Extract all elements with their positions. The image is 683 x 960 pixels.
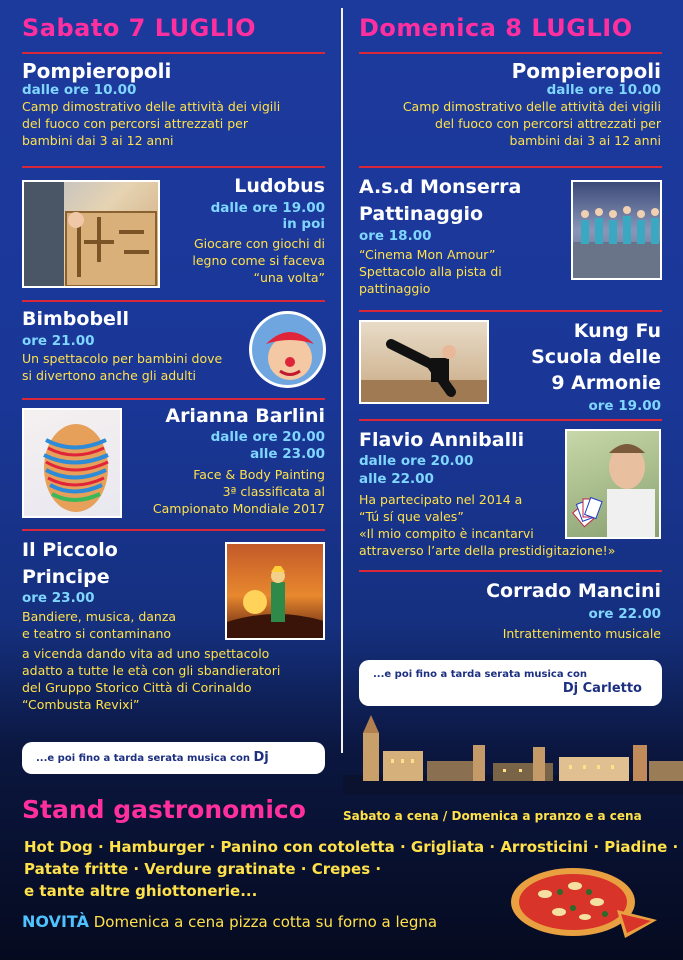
separator	[359, 310, 662, 312]
pompieropoli-description: Camp dimostrativo delle attività dei vigili del fuoco con percorsi attrezzati per bambini dai 3 ai 12 anni	[22, 99, 281, 148]
kung-fu-photo	[359, 320, 489, 404]
saturday-final-text: ...e poi fino a tarda serata musica con	[36, 753, 250, 764]
separator	[22, 166, 325, 168]
sunday-final-text: ...e poi fino a tarda serata musica con	[373, 669, 587, 680]
piccolo-principe-time: ore 23.00	[22, 590, 95, 606]
monserra-title-line2: Pattinaggio	[359, 203, 484, 225]
saturday-final-music-box	[22, 742, 325, 774]
flavio-description: Ha partecipato nel 2014 a “Tú sí que vales” «Il mio compito è incantarvi attraverso l’arte della prestidigitazione!»	[359, 492, 616, 558]
column-divider	[341, 8, 343, 753]
magician-cards-photo	[565, 429, 661, 539]
food-list-line1: Hot Dog · Hamburger · Panino con cotoletta · Grigliata · Arrosticini · Piadine ·	[24, 838, 679, 856]
pizza-illustration	[505, 862, 660, 942]
ludobus-time: dalle ore 19.00	[210, 200, 325, 216]
saturday-heading: Sabato 7 LUGLIO	[22, 14, 256, 42]
separator	[359, 52, 662, 54]
monserra-title-line1: A.s.d Monserra	[359, 176, 522, 198]
kung-fu-title-line1: Kung Fu	[573, 320, 661, 342]
bimbobell-description: Un spettacolo per bambini dove si divertono anche gli adulti	[22, 351, 223, 383]
separator	[22, 52, 325, 54]
pompieropoli-title: Pompieropoli	[511, 59, 661, 83]
stand-gastronomico-title: Stand gastronomico	[22, 795, 306, 824]
food-list-line2: Patate fritte · Verdure gratinate · Crepes ·	[24, 860, 382, 878]
flavio-title: Flavio Anniballi	[359, 429, 525, 451]
corrado-title: Corrado Mancini	[486, 580, 661, 602]
bimbobell-title: Bimbobell	[22, 308, 129, 330]
pompieropoli-time: dalle ore 10.00	[546, 82, 661, 98]
sunday-heading: Domenica 8 LUGLIO	[359, 14, 633, 42]
flavio-time-end: alle 22.00	[359, 471, 434, 487]
pompieropoli-description: Camp dimostrativo delle attività dei vigili del fuoco con percorsi attrezzati per bambini dai 3 ai 12 anni	[402, 99, 661, 148]
arianna-time-end: alle 23.00	[250, 446, 325, 462]
novita-label: NOVITÀ	[22, 912, 89, 931]
food-list-line3: e tante altre ghiottonerie...	[24, 882, 258, 900]
sunday-dj: Dj Carletto	[562, 681, 642, 696]
flavio-time: dalle ore 20.00	[359, 453, 474, 469]
saturday-dj: Dj	[253, 750, 269, 765]
corrado-time: ore 22.00	[588, 606, 661, 622]
arianna-description: Face & Body Painting 3ª classificata al Campionato Mondiale 2017	[152, 467, 325, 516]
bimbobell-time: ore 21.00	[22, 333, 95, 349]
piccolo-principe-title-line2: Principe	[22, 566, 110, 588]
bimbobell-clown-photo	[249, 311, 326, 388]
novita-text: Domenica a cena pizza cotta su forno a legna	[93, 913, 438, 931]
kung-fu-time: ore 19.00	[588, 398, 661, 414]
stand-gastronomico-schedule: Sabato a cena / Domenica a pranzo e a cena	[343, 809, 642, 823]
piccolo-principe-description-short: Bandiere, musica, danza e teatro si contaminano	[22, 609, 177, 641]
arianna-title: Arianna Barlini	[165, 405, 325, 427]
monserra-time: ore 18.00	[359, 228, 432, 244]
ludobus-photo	[22, 180, 160, 288]
arianna-face-painting-photo	[22, 408, 122, 518]
pompieropoli-title: Pompieropoli	[22, 59, 172, 83]
separator	[22, 300, 325, 302]
kung-fu-title-line3: 9 Armonie	[551, 372, 661, 394]
corrado-description: Intrattenimento musicale	[502, 626, 661, 641]
night-town-skyline	[343, 705, 683, 795]
separator	[359, 419, 662, 421]
novita-line	[22, 912, 437, 931]
sunday-final-music-box	[359, 660, 662, 706]
separator	[359, 570, 662, 572]
ludobus-title: Ludobus	[234, 175, 325, 197]
separator	[22, 529, 325, 531]
ludobus-time-suffix: in poi	[282, 216, 325, 232]
arianna-time: dalle ore 20.00	[210, 429, 325, 445]
piccolo-principe-description: a vicenda dando vita ad uno spettacolo adatto a tutte le età con gli sbandieratori del Gruppo Storico Città di Corinaldo “Combusta Revixi”	[22, 646, 281, 712]
piccolo-principe-illustration	[225, 542, 325, 640]
pompieropoli-time: dalle ore 10.00	[22, 82, 137, 98]
monserra-description: “Cinema Mon Amour” Spettacolo alla pista di pattinaggio	[359, 247, 502, 296]
piccolo-principe-title-line1: Il Piccolo	[22, 539, 118, 561]
skating-group-photo	[571, 180, 662, 280]
separator	[22, 398, 325, 400]
ludobus-description: Giocare con giochi di legno come si faceva “una volta”	[192, 236, 325, 285]
separator	[359, 166, 662, 168]
kung-fu-title-line2: Scuola delle	[531, 346, 661, 368]
